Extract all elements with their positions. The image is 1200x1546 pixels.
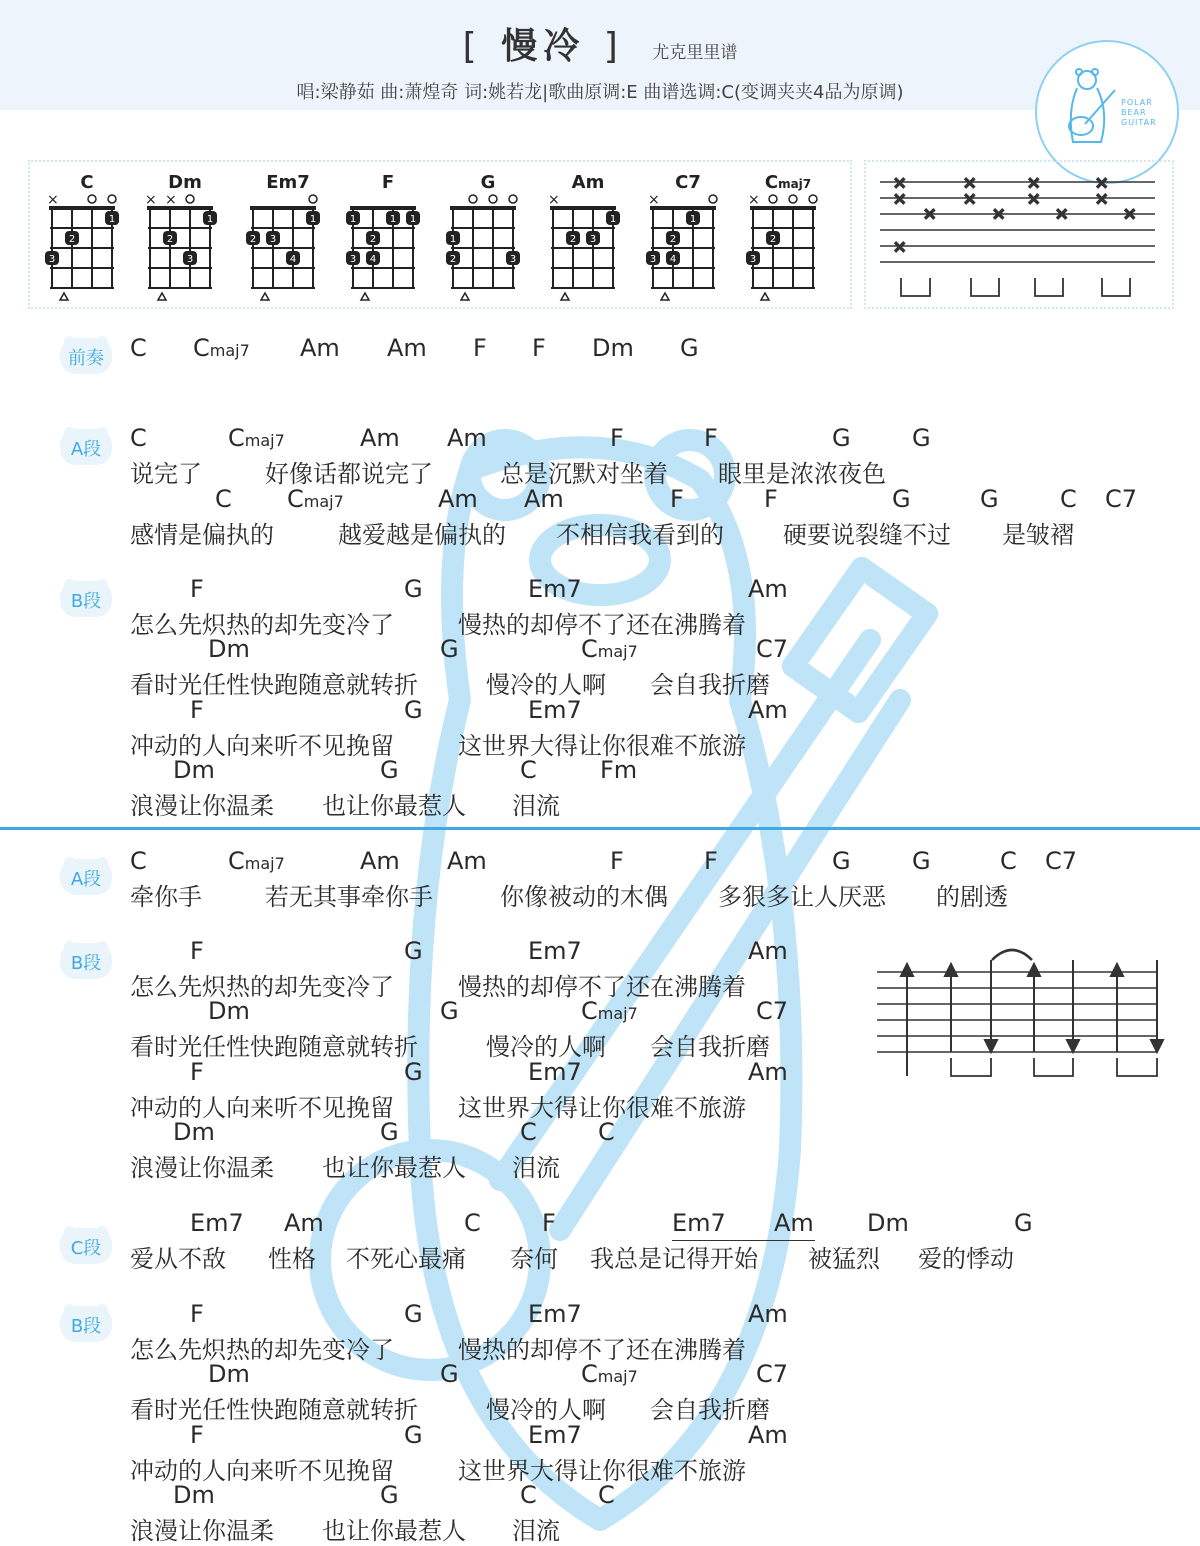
lyric-phrase: 慢冷的人啊 [486,1033,606,1061]
lyric-line [0,967,1200,1001]
chord-symbol: Am [748,696,788,724]
chord-line [0,635,1200,665]
finger-number: 4 [289,254,297,265]
chord-symbol: G [980,485,999,513]
chord-symbol: F [610,847,624,875]
chord-symbol: G [832,424,851,452]
chord-symbol: Am [438,485,478,513]
chord-symbol: C7 [1045,847,1078,875]
lyric-phrase: 被猛烈 [808,1245,880,1273]
fretboard-diagram [443,192,543,307]
lyric-phrase: 这世界大得让你很难不旅游 [458,1094,746,1122]
lyric-phrase: 怎么先炽热的却先变冷了 [130,1336,394,1364]
lyric-phrase: 泪流 [512,792,560,820]
open-string-mark [769,195,777,203]
open-string-mark [789,195,797,203]
finger-number: 1 [206,214,214,225]
lyric-line [0,605,1200,639]
svg-text:×: × [1055,204,1069,223]
chord-symbol: Em7 [528,575,582,603]
chord-symbol: Am [748,575,788,603]
chord-symbol: C [1000,847,1017,875]
lyric-phrase: 爱的悸动 [918,1245,1014,1273]
chord-line [0,997,1200,1027]
chord-line [0,1481,1200,1511]
chord-line [0,424,1200,454]
open-string-mark [108,195,116,203]
chord-line [0,1118,1200,1148]
finger-number: 4 [669,254,677,265]
svg-text:×: × [923,204,937,223]
section-label: B段 [70,953,102,974]
lyric-phrase: 奈何 [510,1245,558,1273]
lyric-phrase: 不相信我看到的 [556,521,724,549]
finger-number: 2 [369,234,377,245]
chord-line [0,1058,1200,1088]
chord-symbol: F [190,1421,204,1449]
title-text: 慢冷 [501,26,586,67]
lyric-phrase: 看时光任性快跑随意就转折 [130,1033,418,1061]
lyric-phrase: 慢热的却停不了还在沸腾着 [458,1336,746,1364]
chord-symbol: G [404,1421,423,1449]
thumb-mark [158,293,166,300]
chord-line [0,1421,1200,1451]
section-label: B段 [70,591,102,612]
chord-symbol: Cmaj7 [581,635,638,663]
chord-symbol: Em7 [528,1058,582,1086]
lyric-line [0,665,1200,699]
chord-symbol: Dm [208,1360,250,1388]
lyric-phrase: 浪漫让你温柔 [130,792,274,820]
section-label: A段 [70,869,102,890]
fretboard-diagram [343,192,443,307]
finger-number: 2 [68,234,76,245]
chord-symbol: F [532,334,546,362]
chord-symbol: G [380,1481,399,1509]
chord-chart-dm [140,172,240,312]
chord-chart-name: C7 [675,172,701,193]
chord-symbol: Am [524,485,564,513]
lyric-line [0,1511,1200,1545]
finger-number: 2 [449,254,457,265]
chord-symbol: Dm [592,334,634,362]
lyric-phrase: 慢热的却停不了还在沸腾着 [458,973,746,1001]
finger-number: 2 [166,234,174,245]
chord-chart-name: Dm [168,172,202,193]
chord-symbol: G [832,847,851,875]
chord-symbol: Fm [600,756,638,784]
lyric-phrase: 也让你最惹人 [322,1154,466,1182]
chord-line [0,334,1200,364]
muted-string-mark: × [748,192,760,208]
chord-symbol: G [680,334,699,362]
chord-chart-name: G [480,172,496,193]
chord-symbol: Cmaj7 [581,1360,638,1388]
chord-symbol: Dm [173,756,215,784]
finger-number: 3 [509,254,517,265]
section-label: B段 [70,1316,102,1337]
chord-symbol: Em7 [528,1421,582,1449]
chord-line [0,847,1200,877]
thumb-mark [261,293,269,300]
lyric-phrase: 说完了 [130,460,202,488]
chord-symbol: C [598,1481,615,1509]
svg-text:×: × [893,189,907,208]
chord-symbol: G [912,847,931,875]
svg-text:×: × [1027,189,1041,208]
chord-symbol: C [130,424,147,452]
svg-text:×: × [963,189,977,208]
lyric-phrase: 多狠多让人厌恶 [718,883,886,911]
open-string-mark [809,195,817,203]
chord-chart-name: C [80,172,94,193]
svg-text:×: × [1123,204,1137,223]
chord-symbol: G [892,485,911,513]
chord-symbol: C7 [1105,485,1138,513]
section-label: 前奏 [68,348,104,369]
strum-pattern-1 [875,170,1165,300]
section-divider [0,827,1200,830]
finger-number: 3 [48,254,56,265]
open-string-mark [489,195,497,203]
section-label: A段 [70,439,102,460]
lyric-phrase: 眼里是浓浓夜色 [718,460,886,488]
chord-line [0,1300,1200,1330]
chord-symbol: Am [748,1421,788,1449]
svg-text:×: × [893,173,907,192]
song-meta: 唱:梁静茹 曲:萧煌奇 词:姚若龙|歌曲原调:E 曲谱选调:C(变调夹夹4品为原调) [296,82,904,103]
chord-symbol: G [912,424,931,452]
chord-symbol: Am [387,334,427,362]
chord-chart-em7 [243,172,343,312]
chord-symbol: F [704,424,718,452]
open-string-mark [309,195,317,203]
lyric-line [0,1451,1200,1485]
chord-symbol: F [190,696,204,724]
chord-symbol: F [704,847,718,875]
byline: 尤克里里谱 [652,43,738,63]
finger-number: 1 [349,214,357,225]
chord-symbol: C [464,1209,481,1237]
chord-symbol: G [440,997,459,1025]
chord-symbol: G [404,937,423,965]
svg-text:×: × [893,237,907,256]
lyric-phrase: 这世界大得让你很难不旅游 [458,1457,746,1485]
chord-line [0,1360,1200,1390]
lyric-phrase: 不死心最痛 [346,1245,466,1273]
svg-text:×: × [1095,173,1109,192]
lyric-line [0,1330,1200,1364]
fretboard-diagram [42,192,142,307]
chord-chart-cmaj7 [743,172,843,312]
open-string-mark [88,195,96,203]
fretboard-diagram [643,192,743,307]
lyric-phrase: 浪漫让你温柔 [130,1517,274,1545]
chord-symbol: Em7 [672,1209,726,1237]
chord-symbol: Am [774,1209,814,1237]
chord-symbol: Am [360,847,400,875]
open-string-mark [709,195,717,203]
thumb-mark [461,293,469,300]
lyric-phrase: 性格 [268,1245,316,1273]
chord-chart-name: Am [571,172,605,193]
finger-number: 2 [769,234,777,245]
chord-symbol: C7 [756,1360,789,1388]
chord-line [0,575,1200,605]
chord-symbol: F [764,485,778,513]
lyric-line [0,877,1200,911]
finger-number: 1 [609,214,617,225]
chord-chart-name: Em7 [266,172,310,193]
muted-string-mark: × [548,192,560,208]
chord-symbol: Am [447,847,487,875]
lyric-phrase: 好像话都说完了 [265,460,433,488]
chord-symbol: G [380,756,399,784]
svg-text:×: × [1027,173,1041,192]
chord-symbol: F [190,937,204,965]
lyric-phrase: 慢冷的人啊 [486,1396,606,1424]
lyric-line [0,726,1200,760]
chord-symbol: Em7 [528,937,582,965]
lyric-phrase: 总是沉默对坐着 [500,460,668,488]
svg-text:×: × [963,173,977,192]
lyric-phrase: 冲动的人向来听不见挽留 [130,732,394,760]
chord-chart-name: Cmaj7 [764,172,812,193]
chord-line [0,937,1200,967]
finger-number: 4 [369,254,377,265]
lyric-phrase: 你像被动的木偶 [500,883,668,911]
open-string-mark [469,195,477,203]
finger-number: 2 [569,234,577,245]
chord-symbol: C [215,485,232,513]
section-label: C段 [70,1238,102,1259]
chord-symbol: Cmaj7 [228,424,285,452]
chord-chart-name: F [381,172,395,193]
thumb-mark [60,293,68,300]
chord-symbol: C [130,847,147,875]
chord-chart-c7 [643,172,743,312]
thumb-mark [761,293,769,300]
lyric-phrase: 慢热的却停不了还在沸腾着 [458,611,746,639]
chord-chart-g [443,172,543,312]
finger-number: 3 [349,254,357,265]
chord-symbol: Cmaj7 [287,485,344,513]
svg-text:×: × [1095,189,1109,208]
chord-symbol: F [610,424,624,452]
chord-symbol: Cmaj7 [193,334,250,362]
chord-line [0,485,1200,515]
thumb-mark [361,293,369,300]
chord-symbol: Dm [173,1118,215,1146]
chord-symbol: F [190,1300,204,1328]
chord-symbol: F [542,1209,556,1237]
finger-number: 1 [689,214,697,225]
lyric-phrase: 会自我折磨 [650,671,770,699]
lyric-line [0,1239,1200,1273]
svg-text:×: × [992,204,1006,223]
open-string-mark [186,195,194,203]
chord-symbol: Dm [173,1481,215,1509]
chord-symbol: Am [748,1300,788,1328]
fretboard-diagram [243,192,343,307]
chord-symbol: C [598,1118,615,1146]
lyric-phrase: 泪流 [512,1154,560,1182]
chord-symbol: C [520,756,537,784]
chord-symbol: Cmaj7 [581,997,638,1025]
lyric-phrase: 爱从不敌 [130,1245,226,1273]
lyric-line [0,786,1200,820]
lyric-phrase: 会自我折磨 [650,1033,770,1061]
fretboard-diagram [140,192,240,307]
lyric-phrase: 越爱越是偏执的 [338,521,506,549]
chord-symbol: G [380,1118,399,1146]
lyric-phrase: 感情是偏执的 [130,521,274,549]
finger-number: 3 [269,234,277,245]
thumb-mark [561,293,569,300]
chord-chart-am [543,172,643,312]
lyric-line [0,515,1200,549]
finger-number: 1 [409,214,417,225]
lyric-phrase: 冲动的人向来听不见挽留 [130,1094,394,1122]
finger-number: 1 [309,214,317,225]
open-string-mark [509,195,517,203]
finger-number: 2 [669,234,677,245]
lyric-phrase: 看时光任性快跑随意就转折 [130,671,418,699]
chord-symbol: F [473,334,487,362]
lyric-phrase: 硬要说裂缝不过 [783,521,951,549]
chord-chart-c [42,172,142,312]
finger-number: 3 [589,234,597,245]
chord-symbol: Am [447,424,487,452]
chord-symbol: G [440,635,459,663]
chord-symbol: Dm [867,1209,909,1237]
chord-symbol: C7 [756,635,789,663]
chord-symbol: F [190,1058,204,1086]
chord-symbol: F [190,575,204,603]
chord-symbol: G [440,1360,459,1388]
lyric-phrase: 冲动的人向来听不见挽留 [130,1457,394,1485]
lyric-line [0,454,1200,488]
muted-string-mark: × [47,192,59,208]
chord-symbol: C [520,1481,537,1509]
chord-symbol: G [404,696,423,724]
chord-symbol: F [670,485,684,513]
lyric-phrase: 浪漫让你温柔 [130,1154,274,1182]
finger-number: 1 [108,214,116,225]
finger-number: 1 [449,234,457,245]
chord-symbol: Am [360,424,400,452]
finger-number: 3 [186,254,194,265]
logo-text: POLAR BEAR GUITAR [1121,98,1157,127]
song-title [0,18,1200,69]
muted-string-mark: × [145,192,157,208]
em7-am-underline [672,1240,815,1241]
lyric-phrase: 看时光任性快跑随意就转折 [130,1396,418,1424]
finger-number: 3 [649,254,657,265]
chord-symbol: Am [748,1058,788,1086]
chord-symbol: Cmaj7 [228,847,285,875]
chord-symbol: Am [284,1209,324,1237]
muted-string-mark: × [648,192,660,208]
chord-symbol: C7 [756,997,789,1025]
lyric-phrase: 若无其事牵你手 [265,883,433,911]
chord-symbol: Em7 [190,1209,244,1237]
lyric-line [0,1390,1200,1424]
chord-line [0,696,1200,726]
lyric-phrase: 也让你最惹人 [322,792,466,820]
chord-symbol: G [1014,1209,1033,1237]
chord-symbol: C [1060,485,1077,513]
chord-chart-f [343,172,443,312]
chord-line [0,1209,1200,1239]
muted-string-mark: × [165,192,177,208]
chord-symbol: C [520,1118,537,1146]
lyric-phrase: 也让你最惹人 [322,1517,466,1545]
chord-symbol: Dm [208,997,250,1025]
title-bracket-close: ] [603,26,624,67]
lyric-phrase: 我总是记得开始 [590,1245,758,1273]
finger-number: 2 [249,234,257,245]
fretboard-diagram [743,192,843,307]
chord-symbol: Em7 [528,1300,582,1328]
lyric-phrase: 会自我折磨 [650,1396,770,1424]
chord-symbol: Dm [208,635,250,663]
chord-symbol: G [404,1300,423,1328]
chord-symbol: G [404,1058,423,1086]
lyric-phrase: 的剧透 [936,883,1008,911]
lyric-phrase: 牵你手 [130,883,202,911]
lyric-phrase: 这世界大得让你很难不旅游 [458,732,746,760]
finger-number: 1 [389,214,397,225]
lyric-phrase: 泪流 [512,1517,560,1545]
thumb-mark [661,293,669,300]
chord-symbol: G [404,575,423,603]
title-bracket-open: [ [462,26,483,67]
lyric-line [0,1027,1200,1061]
lyric-line [0,1088,1200,1122]
chord-symbol: Am [748,937,788,965]
lyric-line [0,1148,1200,1182]
chord-symbol: Am [300,334,340,362]
fretboard-diagram [543,192,643,307]
lyric-phrase: 怎么先炽热的却先变冷了 [130,611,394,639]
lyric-phrase: 是皱褶 [1002,521,1074,549]
chord-line [0,756,1200,786]
lyric-phrase: 怎么先炽热的却先变冷了 [130,973,394,1001]
finger-number: 3 [749,254,757,265]
lyric-phrase: 慢冷的人啊 [486,671,606,699]
chord-symbol: Em7 [528,696,582,724]
chord-symbol: C [130,334,147,362]
